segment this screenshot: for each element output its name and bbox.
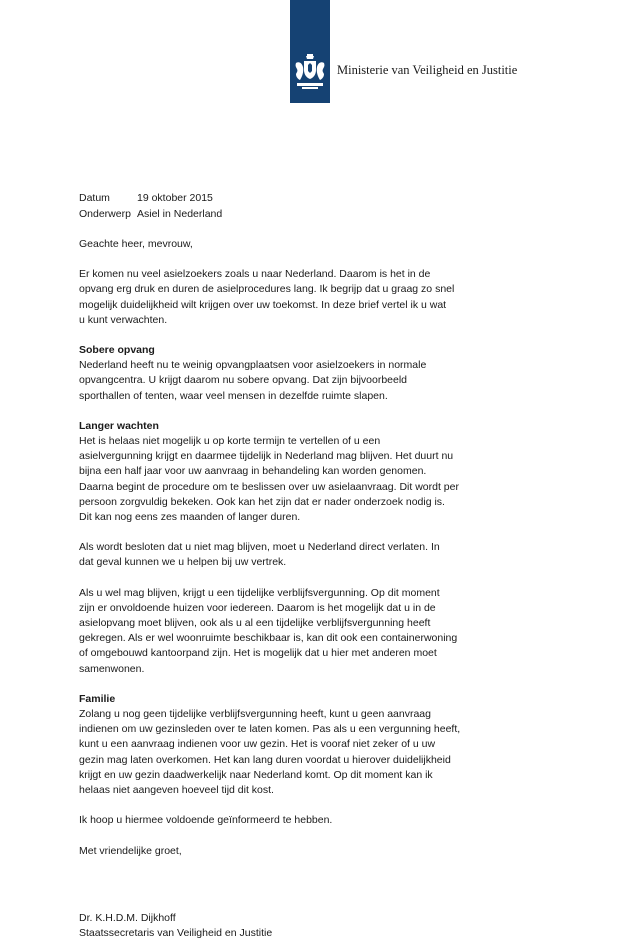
text-line: gekregen. Als er wel woonruimte beschikbaar is, kan dit ook een containerwoning bbox=[79, 632, 458, 645]
text-line: kunt u een aanvraag indienen voor uw gezin. Het is vooraf niet zeker of u uw bbox=[79, 738, 436, 751]
text-line: bijna een half jaar voor uw aanvraag in behandeling kan worden genomen. bbox=[79, 465, 427, 478]
coat-of-arms-icon bbox=[293, 53, 327, 93]
text-line: samenwonen. bbox=[79, 662, 145, 675]
text-line: asielopvang moet blijven, ook als u al een tijdelijke verblijfsvergunning heeft bbox=[79, 617, 431, 630]
text-line: zijn er onvoldoende huizen voor iedereen. Daarom is het mogelijk dat u in de bbox=[79, 601, 436, 614]
text-line: Er komen nu veel asielzoekers zoals u naar Nederland. Daarom is het in de bbox=[79, 268, 431, 281]
text-line: of omgebouwd kantoorpand zijn. Het is mogelijk dat u hier met anderen moet bbox=[79, 647, 437, 660]
subject-label: Onderwerp bbox=[79, 208, 131, 220]
text-line: Als u wel mag blijven, krijgt u een tijdelijke verblijfsvergunning. Op dit moment bbox=[79, 586, 440, 599]
text-line: opvang erg druk en duren de asielprocedures lang. Ik begrijp dat u graag zo snel bbox=[79, 283, 455, 296]
text-line: Als wordt besloten dat u niet mag blijven, moet u Nederland direct verlaten. In bbox=[79, 541, 440, 554]
text-line: Daarna begint de procedure om te beslissen over uw asielaanvraag. Dit wordt per bbox=[79, 480, 459, 493]
ministry-name: Ministerie van Veiligheid en Justitie bbox=[337, 63, 518, 77]
date-row bbox=[79, 190, 222, 206]
letter-meta bbox=[79, 190, 222, 222]
date-value: 19 oktober 2015 bbox=[137, 192, 213, 204]
text-line: opvangcentra. U krijgt daarom nu sobere opvang. Dat zijn bijvoorbeeld bbox=[79, 374, 408, 387]
paragraph bbox=[79, 358, 549, 404]
text-line: mogelijk duidelijkheid wilt krijgen over uw toekomst. In deze brief vertel ik u wat bbox=[79, 298, 447, 311]
letter-body bbox=[79, 237, 549, 941]
intro-paragraph bbox=[79, 267, 549, 328]
section-heading: Langer wachten bbox=[79, 419, 159, 432]
text-line: Het is helaas niet mogelijk u op korte termijn te vertellen of u een bbox=[79, 435, 381, 448]
paragraph bbox=[79, 707, 549, 798]
text-line: indienen om uw gezinsleden over te laten komen. Pas als u een vergunning heeft, bbox=[79, 723, 461, 736]
paragraph bbox=[79, 813, 549, 828]
date-label: Datum bbox=[79, 192, 110, 204]
section-heading: Familie bbox=[79, 692, 116, 705]
text-line: Ik hoop u hiermee voldoende geïnformeerd te hebben. bbox=[79, 814, 333, 827]
paragraph bbox=[79, 434, 549, 525]
text-line: Dit kan nog eens zes maanden of langer duren. bbox=[79, 511, 301, 524]
text-line: helaas niet aangeven hoeveel tijd dit kost. bbox=[79, 784, 274, 797]
text-line: krijgt en uw gezin daadwerkelijk naar Nederland komt. Op dit moment kan ik bbox=[79, 768, 433, 781]
logo-bar bbox=[290, 0, 330, 103]
salutation: Geachte heer, mevrouw, bbox=[79, 238, 193, 250]
subject-row bbox=[79, 206, 222, 222]
closing: Met vriendelijke groet, bbox=[79, 844, 182, 857]
signer-name: Dr. K.H.D.M. Dijkhoff bbox=[79, 911, 176, 924]
text-line: u kunt verwachten. bbox=[79, 313, 168, 326]
text-line: Nederland heeft nu te weinig opvangplaatsen voor asielzoekers in normale bbox=[79, 359, 427, 372]
paragraph bbox=[79, 540, 549, 570]
section-heading: Sobere opvang bbox=[79, 344, 155, 357]
signer-title: Staatssecretaris van Veiligheid en Justitie bbox=[79, 926, 273, 939]
text-line: sporthallen of tenten, waar veel mensen in dezelfde ruimte slapen. bbox=[79, 389, 388, 402]
subject-value: Asiel in Nederland bbox=[137, 208, 223, 220]
text-line: Zolang u nog geen tijdelijke verblijfsvergunning heeft, kunt u geen aanvraag bbox=[79, 708, 431, 721]
text-line: dat geval kunnen we u helpen bij uw vertrek. bbox=[79, 556, 287, 569]
text-line: asielvergunning krijgt en daarmee tijdelijk in Nederland mag blijven. Het duurt nu bbox=[79, 450, 454, 463]
text-line: gezin mag laten overkomen. Het kan lang duren voordat u hierover duidelijkheid bbox=[79, 753, 451, 766]
text-line: persoon zorgvuldig bekeken. Ook kan het zijn dat er nader onderzoek nodig is. bbox=[79, 495, 445, 508]
paragraph bbox=[79, 586, 549, 677]
